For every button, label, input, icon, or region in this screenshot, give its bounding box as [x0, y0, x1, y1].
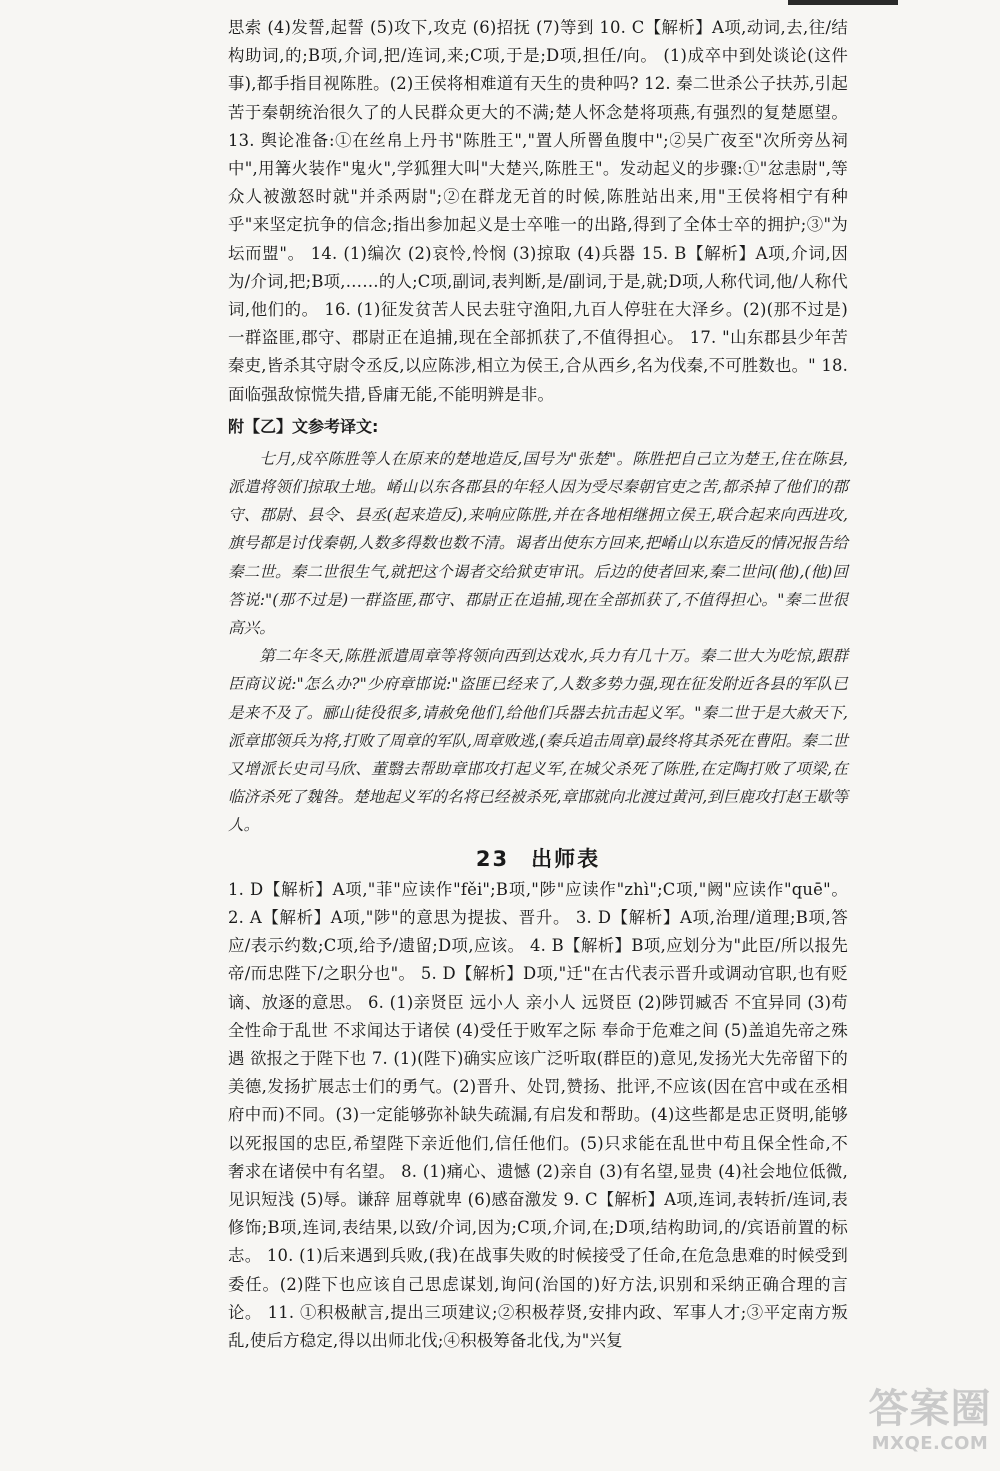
watermark-main-text: 答案圈	[868, 1386, 992, 1432]
top-edge-bar	[788, 0, 898, 5]
translation-paragraph-1: 七月,戍卒陈胜等人在原来的楚地造反,国号为"张楚"。陈胜把自己立为楚王,住在陈县,派遣将领们掠取土地。崤山以东各郡县的年轻人因为受尽秦朝官吏之苦,都杀掉了他们的郡守、郡尉、县令、县丞(起来造反),来响应陈胜,并在各地相继拥立侯王,联合起来向西进攻,旗号都是讨伐秦朝,人数多得数也数不清。谒者出使东方回来,把崤山以东造反的情况报告给秦二世。秦二世很生气,就把这个谒者交给狱吏审讯。后边的使者回来,秦二世问(他),(他)回答说:"(那不过是)一群盗匪,郡守、郡尉正在追捕,现在全部抓获了,不值得担心。"秦二世很高兴。	[228, 449, 848, 638]
answers-prev-section: 思索 (4)发誓,起誓 (5)攻下,攻克 (6)招抚 (7)等到 10. C【解析】A项,动词,去,往/结构助词,的;B项,介词,把/连词,来;C项,于是;D项,担任/向。 (1)成卒中到处谈论(这件事),都手指目视陈胜。(2)王侯将相难道有天生的贵种吗? 12. 秦二世杀公子扶苏,引起苦于秦朝统治很久了的人民群众更大的不满;楚人怀念楚将项燕,有强烈的复楚愿望。 13. 舆论准备:①在丝帛上丹书"陈胜王","置人所罾鱼腹中";②吴广夜至"次所旁丛祠中",用篝火装作"鬼火",学狐狸大叫"大楚兴,陈胜王"。发动起义的步骤:①"忿恚尉",等众人被激怒时就"并杀两尉";②在群龙无首的时候,陈胜站出来,用"王侯将相宁有种乎"来坚定抗争的信念;指出参加起义是士卒唯一的出路,得到了全体士卒的拥护;③"为坛而盟"。 14. (1)编次 (2)哀怜,怜悯 (3)掠取 (4)兵器 15. B【解析】A项,介词,因为/介词,把;B项,……的人;C项,副词,表判断,是/副词,于是,就;D项,人称代词,他/人称代词,他们的。 16. (1)征发贫苦人民去驻守渔阳,九百人停驻在大泽乡。(2)(那不过是)一群盗匪,郡守、郡尉正在追捕,现在全部抓获了,不值得担心。 17. "山东郡县少年苦秦吏,皆杀其守尉令丞反,以应陈涉,相立为侯王,合从西乡,名为伐秦,不可胜数也。" 18. 面临强敌惊慌失措,昏庸无能,不能明辨是非。	[228, 18, 848, 404]
section-number: 23	[475, 846, 510, 871]
watermark-logo	[860, 1385, 1000, 1471]
page-content	[228, 14, 848, 1355]
section-title: 出师表	[531, 846, 601, 871]
section-heading	[228, 844, 848, 874]
watermark-url: MXQE.COM	[871, 1433, 989, 1454]
translation-paragraph-2: 第二年冬天,陈胜派遣周章等将领向西到达戏水,兵力有几十万。秦二世大为吃惊,跟群臣商议说:"怎么办?"少府章邯说:"盗匪已经来了,人数多势力强,现在征发附近各县的军队已是来不及了。郦山徒役很多,请赦免他们,给他们兵器去抗击起义军。"秦二世于是大赦天下,派章邯领兵为将,打败了周章的军队,周章败逃,(秦兵追击周章)最终将其杀死在曹阳。秦二世又增派长史司马欣、董翳去帮助章邯攻打起义军,在城父杀死了陈胜,在定陶打败了项梁,在临济杀死了魏咎。楚地起义军的名将已经被杀死,章邯就向北渡过黄河,到巨鹿攻打赵王歇等人。	[228, 647, 848, 835]
answers-new-section: 1. D【解析】A项,"菲"应读作"fěi";B项,"陟"应读作"zhì";C项,"阙"应读作"quē"。 2. A【解析】A项,"陟"的意思为提拔、晋升。 3. D【解析】A项,治理/道理;B项,答应/表示约数;C项,给予/遗留;D项,应该。 4. B【解析】B项,应划分为"此臣/所以报先帝/而忠陛下/之职分也"。 5. D【解析】D项,"迁"在古代表示晋升或调动官职,也有贬谪、放逐的意思。 6. (1)亲贤臣 远小人 亲小人 远贤臣 (2)陟罚臧否 不宜异同 (3)苟全性命于乱世 不求闻达于诸侯 (4)受任于败军之际 奉命于危难之间 (5)盖追先帝之殊遇 欲报之于陛下也 7. (1)(陛下)确实应该广泛听取(群臣的)意见,发扬光大先帝留下的美德,发扬扩展志士们的勇气。(2)晋升、处罚,赞扬、批评,不应该(因在宫中或在丞相府中而)不同。(3)一定能够弥补缺失疏漏,有启发和帮助。(4)这些都是忠正贤明,能够以死报国的忠臣,希望陛下亲近他们,信任他们。(5)只求能在乱世中苟且保全性命,不奢求在诸侯中有名望。 8. (1)痛心、遗憾 (2)亲自 (3)有名望,显贵 (4)社会地位低微,见识短浅 (5)辱。谦辞 屈尊就卑 (6)感奋激发 9. C【解析】A项,连词,表转折/连词,表修饰;B项,连词,表结果,以致/介词,因为;C项,介词,在;D项,结构助词,的/宾语前置的标志。 10. (1)后来遇到兵败,(我)在战事失败的时候接受了任命,在危急患难的时候受到委任。(2)陛下也应该自己思虑谋划,询问(治国的)好方法,识别和采纳正确合理的言论。 11. ①积极献言,提出三项建议;②积极荐贤,安排内政、军事人才;③平定南方叛乱,使后方稳定,得以出师北伐;④积极筹备北伐,为"兴复	[228, 879, 848, 1350]
appendix-title: 附【乙】文参考译文:	[228, 416, 379, 436]
